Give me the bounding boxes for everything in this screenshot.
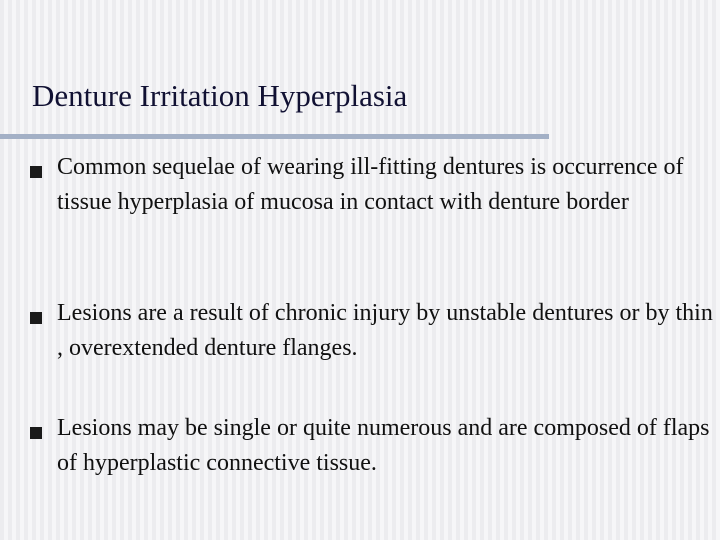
bullet-text: Common sequelae of wearing ill-fitting dentures is occurrence of tissue hyperplasia of mucosa in contact with denture border — [57, 154, 684, 215]
bullet-text: Lesions are a result of chronic injury by unstable dentures or by thin , overextended denture flanges. — [57, 300, 713, 361]
slide-title: Denture Irritation Hyperplasia — [32, 78, 408, 113]
bullet-text: Lesions may be single or quite numerous and are composed of flaps of hyperplastic connective tissue. — [57, 415, 710, 476]
square-bullet-icon — [30, 312, 42, 324]
square-bullet-icon — [30, 427, 42, 439]
square-bullet-icon — [30, 166, 42, 178]
